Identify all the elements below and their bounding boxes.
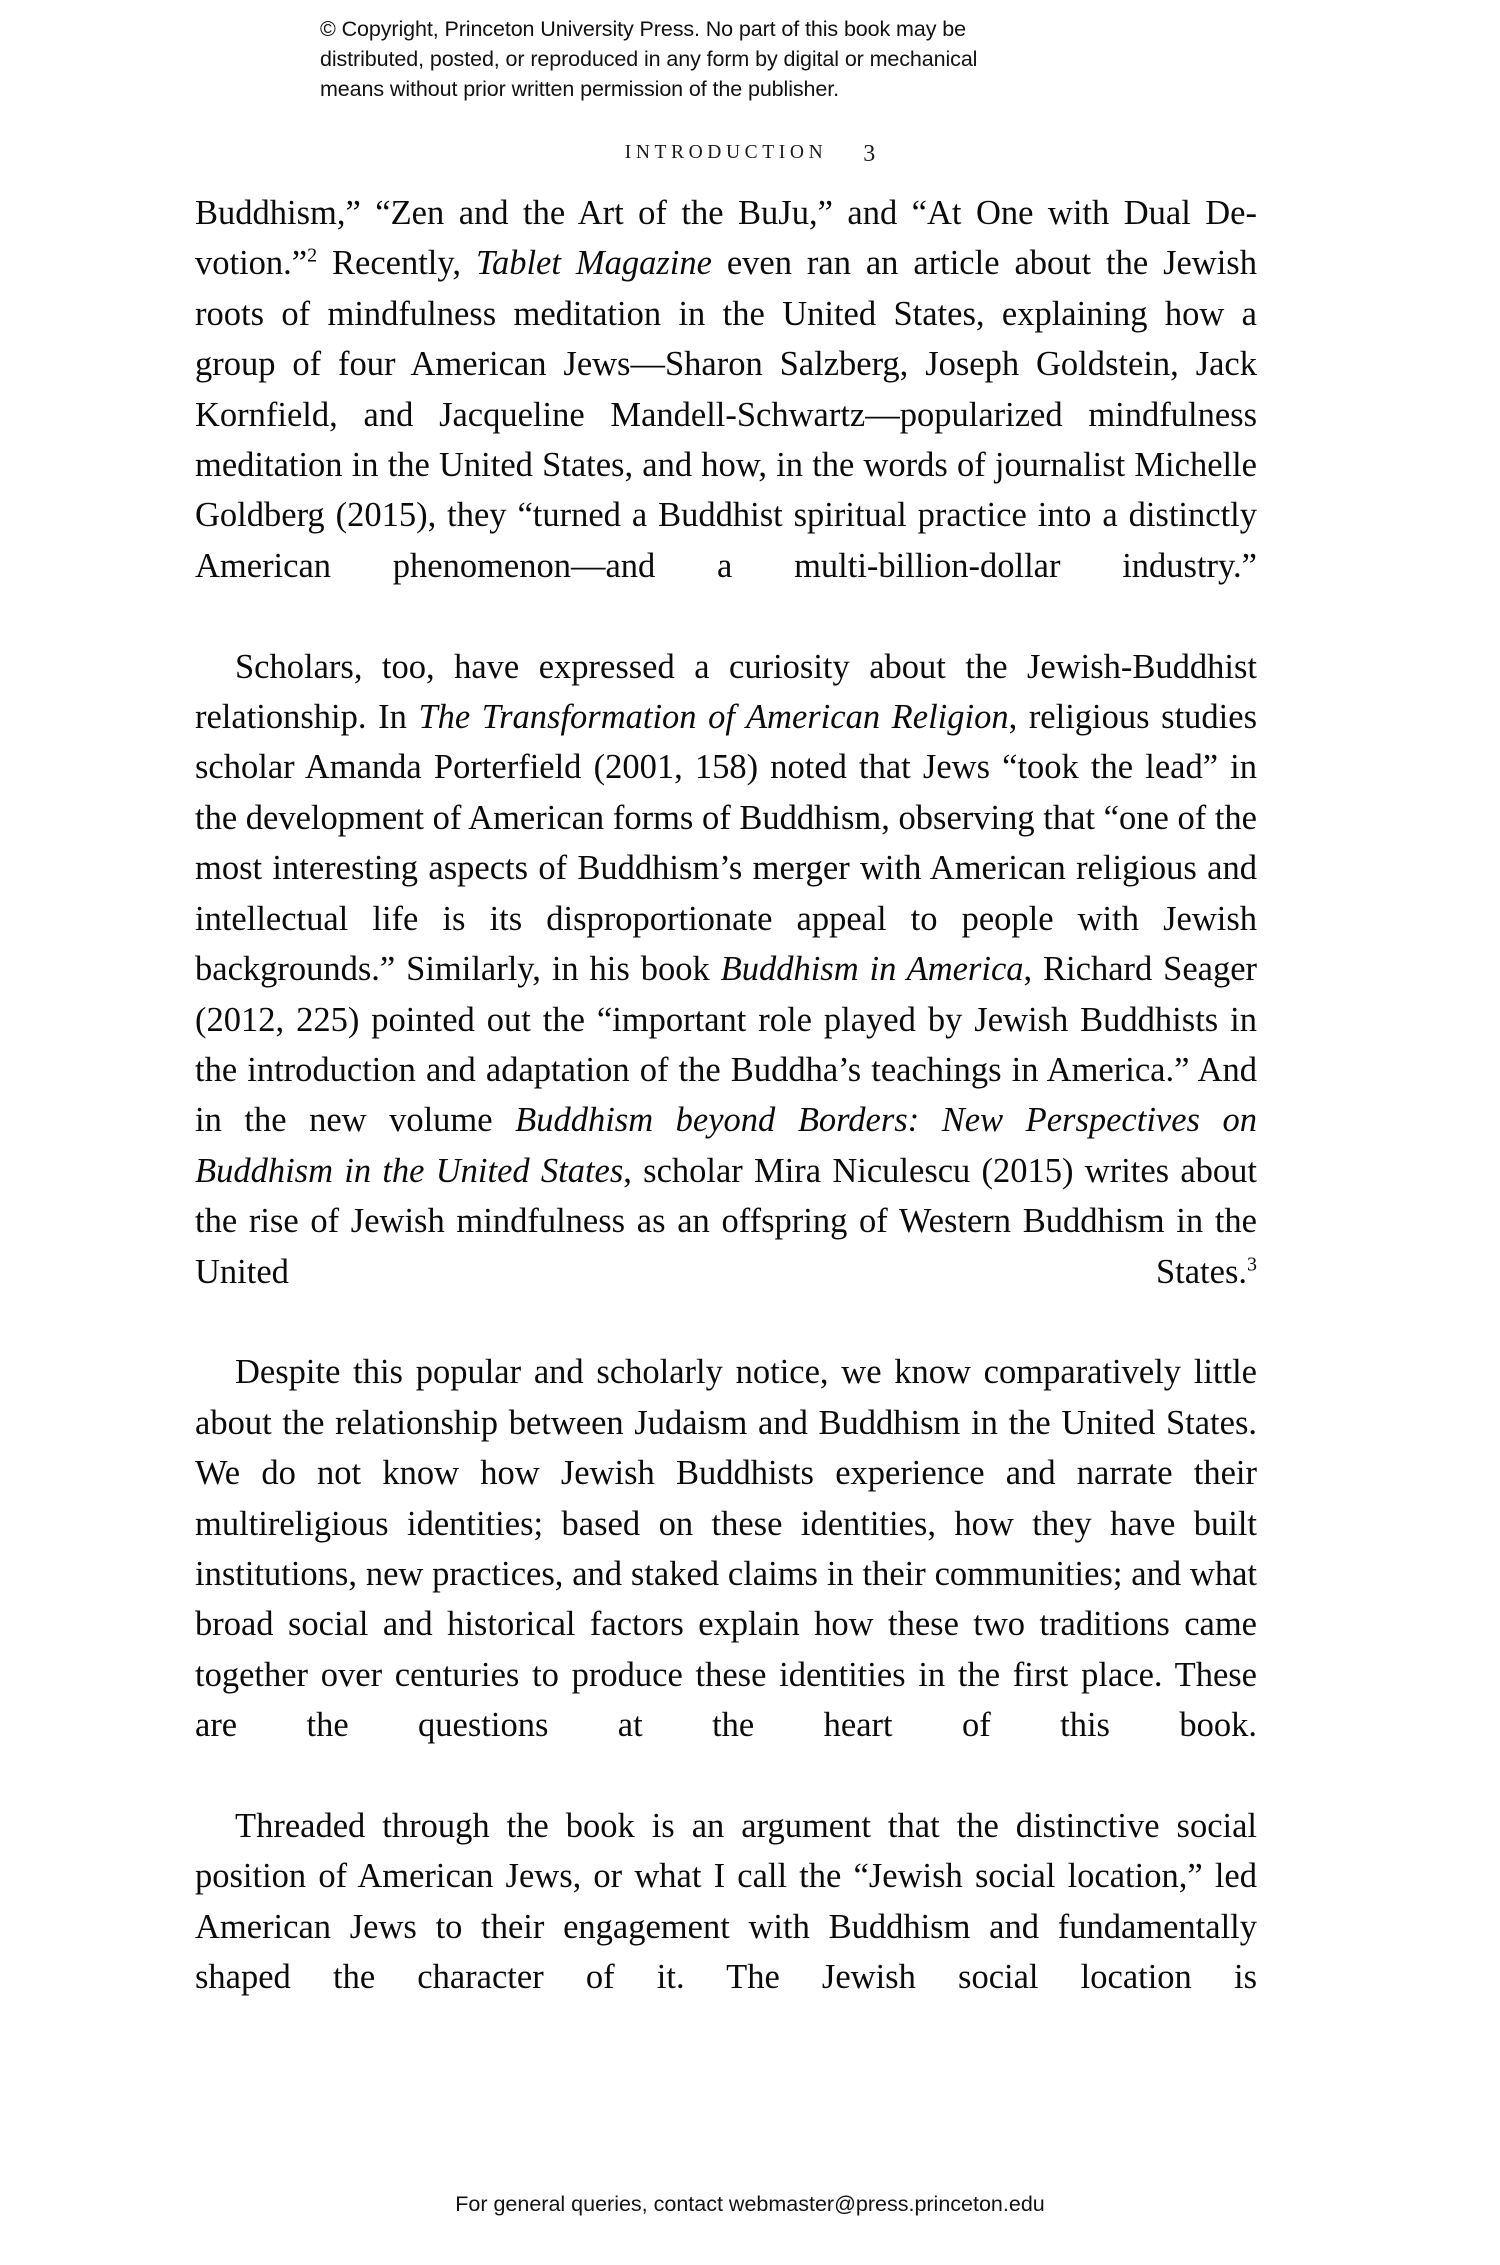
para-2-italic-5: Buddhism beyond Borders: New Perspectives on Buddhism in the United States <box>195 1101 1258 1190</box>
para-1 <box>195 188 1257 642</box>
para-1-italic-3: Tablet Magazine <box>475 244 712 283</box>
para-2-italic-3: Buddhism in America <box>720 950 1024 989</box>
para-3-run-0: Despite this popular and scholarly notice, we know comparatively little about the relationship between Judaism and Buddhism in the United States. We do not know how Jewish Buddhists experience and narrate their multireligious identities; based on these identities, how they have built institutions, new practices, and staked claims in their communities; and what broad social and historical factors explain how these two traditions came together over centuries to produce these identities in the first place. These are the questions at the heart of this book. <box>195 1353 1257 1745</box>
para-1-footnote-ref-2: 2 <box>307 244 318 267</box>
running-head-title: INTRODUCTION <box>624 142 828 163</box>
para-3 <box>195 1347 1257 1801</box>
para-2-footnote-ref-3: 3 <box>1247 1253 1257 1276</box>
para-4-run-0: Threaded through the book is an argument that the distinctive social position of American Jews, or what I call the “Jewish social location,” led American Jews to their engagement with Buddhism and fundamentally shaped the character of it. The Jewish social location is <box>195 1807 1257 1997</box>
para-2 <box>195 642 1257 1348</box>
para-2-run-6: , scholar Mira Niculescu (2015) writes about the rise of Jewish mindfulness as an offspring of Western Buddhism in the United States. <box>195 1151 1257 1291</box>
running-head <box>0 138 1500 165</box>
copyright-line-3: means without prior written permission of the publisher. <box>320 77 840 101</box>
page-number: 3 <box>863 141 876 167</box>
page-footer: For general queries, contact webmaster@press.princeton.edu <box>455 2192 1045 2216</box>
copyright-line-1: © Copyright, Princeton University Press. No part of this book may be <box>320 17 966 41</box>
body-text-block <box>195 188 1257 2053</box>
para-4 <box>195 1801 1257 2053</box>
para-2-run-4: , Richard Seager (2012, 225) pointed out the “important role played by Jewish Buddhists in the introduction and adaptation of the Buddha’s teachings in America.” And in the new volume <box>195 950 1258 1140</box>
copyright-line-2: distributed, posted, or reproduced in any form by digital or mechanical <box>320 47 978 71</box>
para-2-run-2: , religious studies scholar Amanda Porterfield (2001, 158) noted that Jews “took the lead” in the development of American forms of Buddhism, observing that “one of the most interesting aspects of Buddhism’s merger with American religious and intellectual life is its disproportionate appeal to people with Jewish backgrounds.” Similarly, in his book <box>195 698 1257 989</box>
para-2-run-0: Scholars, too, have expressed a curiosity about the Jewish-Buddhist relationship. In <box>195 647 1257 737</box>
para-1-run-0: Buddhism,” “Zen and the Art of the BuJu,” and “At One with Dual De-votion.” <box>195 194 1257 283</box>
publisher-copyright-notice <box>320 14 1180 104</box>
para-1-run-4: even ran an article about the Jewish roots of mindfulness meditation in the United States, explaining how a group of four American Jews—Sharon Salzberg, Joseph Goldstein, Jack Kornfield, and Jacqueline Mandell-Schwartz—popularized mindfulness meditation in the United States, and how, in the words of journalist Michelle Goldberg (2015), they “turned a Buddhist spiritual practice into a distinctly American phenomenon—and a multi-billion-dollar industry.” <box>195 244 1257 585</box>
para-2-italic-1: The Transformation of American Religion <box>418 698 1009 737</box>
para-1-run-2: Recently, <box>317 244 476 283</box>
